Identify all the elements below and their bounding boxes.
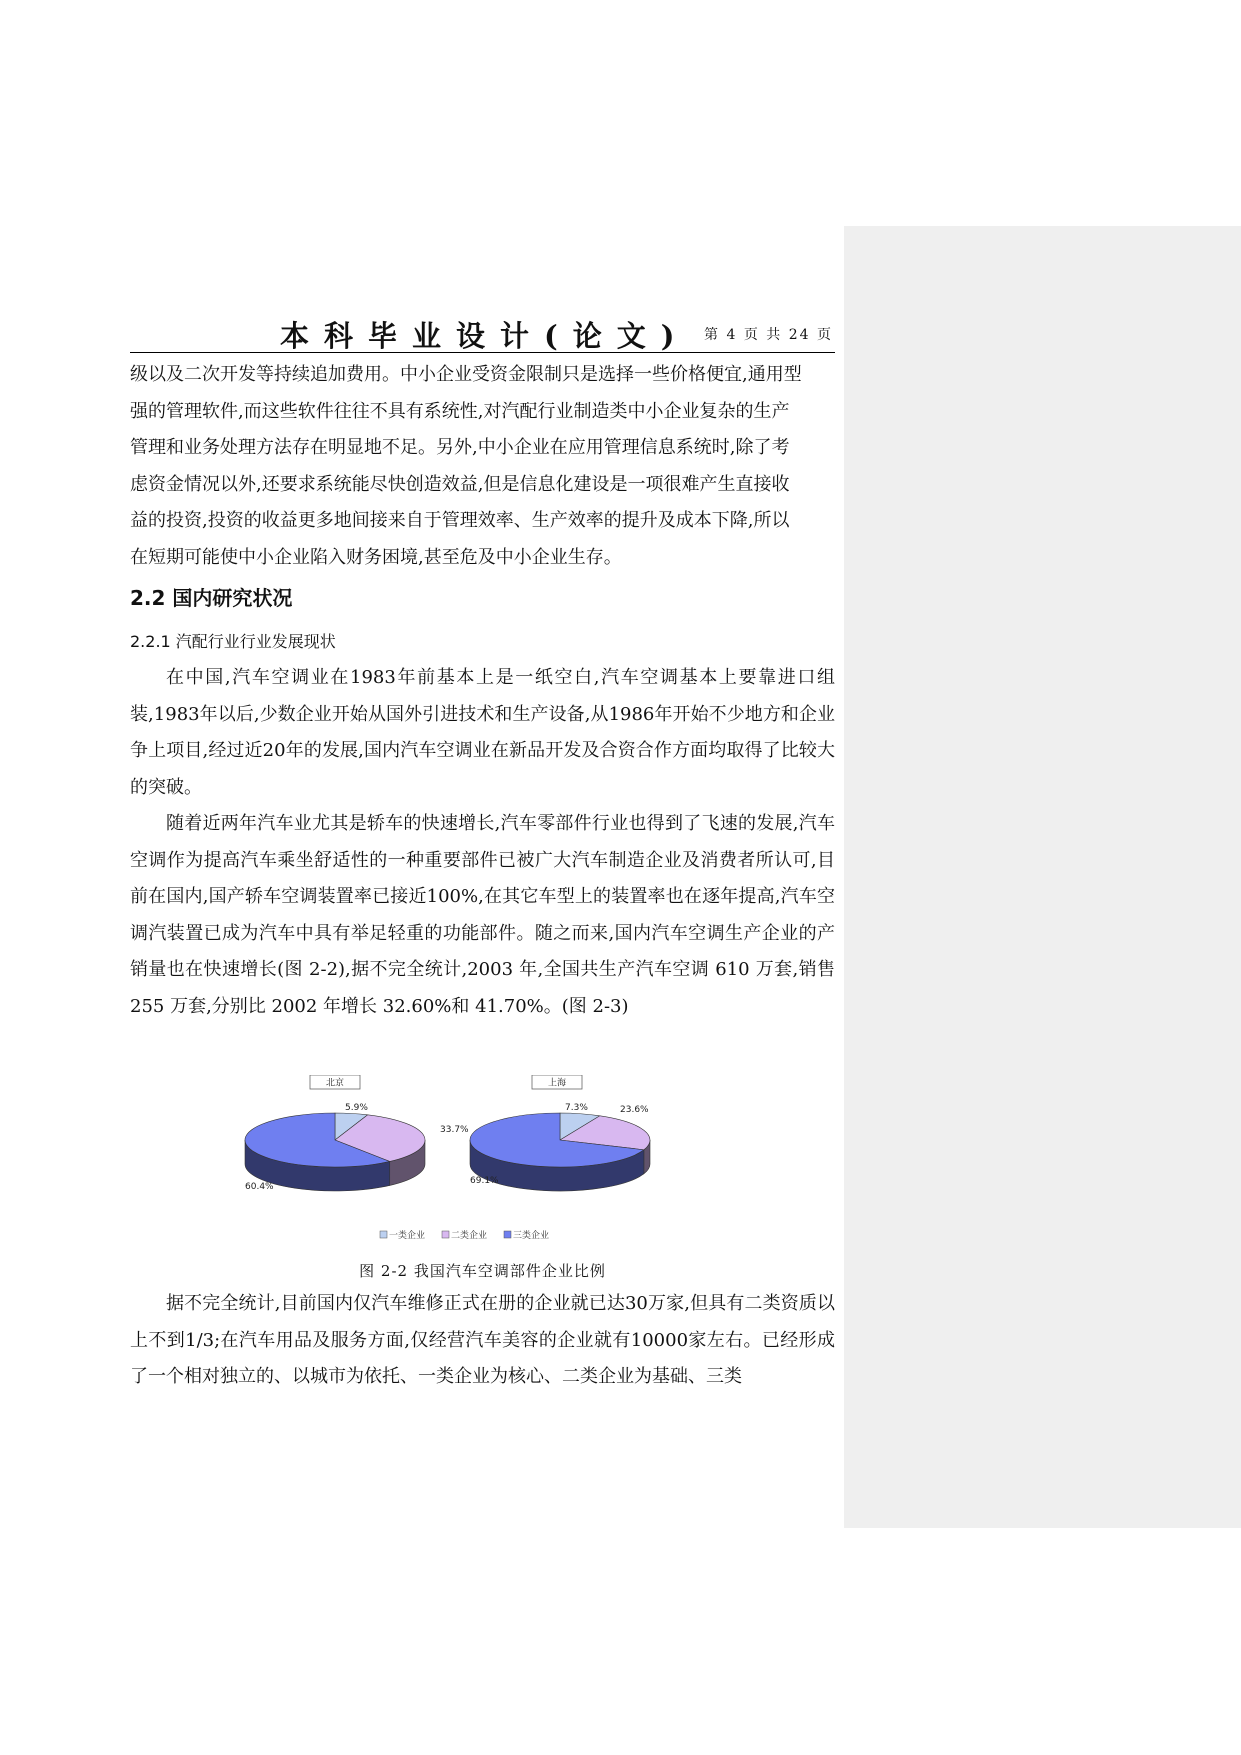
pie-chart-2 (470, 1075, 650, 1191)
paragraph-line: 虑资金情况以外,还要求系统能尽快创造效益,但是信息化建设是一项很难产生直接收 (130, 473, 790, 495)
paragraph-line: 级以及二次开发等持续追加费用。中小企业受资金限制只是选择一些价格便宜,通用型 (130, 364, 802, 385)
section-heading: 2.2 国内研究状况 (130, 586, 293, 610)
pie-value-label: 23.6% (620, 1105, 649, 1115)
paragraph-line: 管理和业务处理方法存在明显地不足。另外,中小企业在应用管理信息系统时,除了考 (130, 437, 790, 458)
pie-charts-svg (240, 1075, 740, 1245)
pie-value-label: 69.1% (470, 1176, 499, 1186)
legend-label: 二类企业 (451, 1231, 488, 1241)
comment-pane (844, 226, 1241, 1528)
legend-swatch (504, 1231, 511, 1238)
page-header (130, 310, 835, 353)
paragraph-2: 在中国,汽车空调业在1983年前基本上是一纸空白,汽车空调基本上要靠进口组装,1983年以后,少数企业开始从国外引进技术和生产设备,从1986年开始不少地方和企业争上项目,经过近20年的发展,国内汽车空调业在新品开发及合资合作方面均取得了比较大的突破。 (130, 667, 835, 798)
paragraph-line: 在短期可能使中小企业陷入财务困境,甚至危及中小企业生存。 (130, 546, 622, 568)
figure-pie-charts (240, 1075, 740, 1245)
pie-title: 北京 (325, 1078, 345, 1089)
paragraph-line: 益的投资,投资的收益更多地间接来自于管理效率、生产效率的提升及成本下降,所以 (130, 510, 790, 531)
page-number: 第 4 页 共 24 页 (704, 327, 833, 343)
pie-title: 上海 (547, 1078, 567, 1089)
paragraph-2-block (130, 660, 835, 1025)
subsection-heading: 2.2.1 汽配行业行业发展现状 (130, 632, 336, 651)
legend-label: 一类企业 (389, 1231, 426, 1241)
figure-caption: 图 2-2 我国汽车空调部件企业比例 (359, 1262, 606, 1280)
pie-chart-1 (245, 1075, 469, 1192)
legend-swatch (380, 1231, 387, 1238)
legend-swatch (442, 1231, 449, 1238)
pie-value-label: 7.3% (565, 1103, 588, 1113)
pie-value-label: 5.9% (345, 1103, 368, 1113)
pie-value-label: 60.4% (245, 1182, 274, 1192)
paragraph-4-block (130, 1286, 835, 1396)
paragraph-3: 随着近两年汽车业尤其是轿车的快速增长,汽车零部件行业也得到了飞速的发展,汽车空调作为提高汽车乘坐舒适性的一种重要部件已被广大汽车制造企业及消费者所认可,目前在国内,国产轿车空调装置率已接近100%,在其它车型上的装置率也在逐年提高,汽车空调汽装置已成为汽车中具有举足轻重的功能部件。随之而来,国内汽车空调生产企业的产销量也在快速增长(图 2-2),据不完全统计,2003 年,全国共生产汽车空调 610 万套,销售 255 万套,分别比 2002 年增长 32.60%和 41.70%。(图 2-3) (130, 813, 835, 1017)
pie-legend (380, 1229, 549, 1241)
paragraph-line: 强的管理软件,而这些软件往往不具有系统性,对汽配行业制造类中小企业复杂的生产 (130, 400, 790, 422)
paragraph-1 (130, 357, 835, 576)
document-title: 本科毕业设计(论文) (280, 319, 690, 353)
pie-value-label: 33.7% (440, 1125, 469, 1135)
legend-label: 三类企业 (513, 1231, 550, 1241)
paragraph-4: 据不完全统计,目前国内仅汽车维修正式在册的企业就已达30万家,但具有二类资质以上不到1/3;在汽车用品及服务方面,仅经营汽车美容的企业就有10000家左右。已经形成了一个相对独立的、以城市为依托、一类企业为核心、二类企业为基础、三类 (130, 1293, 835, 1387)
